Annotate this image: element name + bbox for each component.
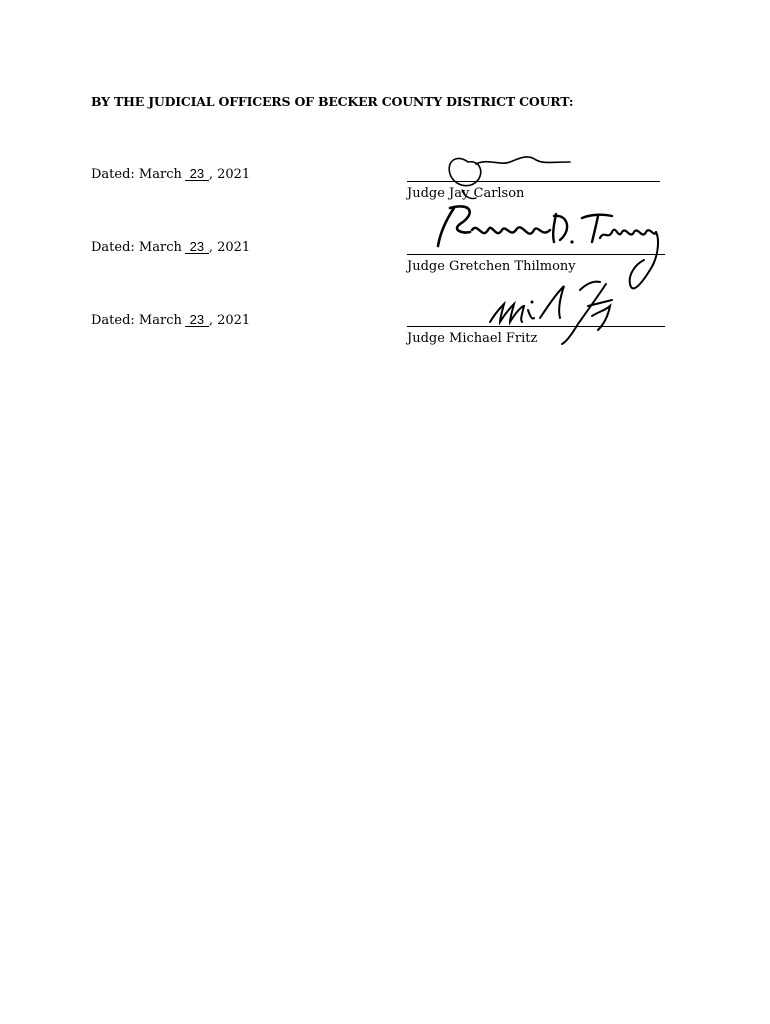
dated-line-3 bbox=[91, 313, 250, 328]
signature-line-1 bbox=[407, 181, 660, 182]
dated-day: 23 bbox=[185, 313, 209, 327]
judge-name-3: Judge Michael Fritz bbox=[407, 331, 538, 346]
dated-year: , 2021 bbox=[208, 167, 251, 182]
dated-label: Dated: March bbox=[91, 167, 182, 182]
signature-line-3 bbox=[407, 326, 665, 327]
dated-year: , 2021 bbox=[208, 240, 251, 255]
dated-day: 23 bbox=[185, 240, 209, 254]
dated-line-2 bbox=[91, 240, 250, 255]
judge-name-1: Judge Jay Carlson bbox=[407, 186, 525, 201]
dated-day: 23 bbox=[185, 167, 209, 181]
judge-name-2: Judge Gretchen Thilmony bbox=[407, 259, 576, 274]
dated-label: Dated: March bbox=[91, 240, 182, 255]
dated-year: , 2021 bbox=[208, 313, 251, 328]
signature-line-2 bbox=[407, 254, 665, 255]
page-heading: BY THE JUDICIAL OFFICERS OF BECKER COUNTY DISTRICT COURT: bbox=[91, 94, 574, 109]
dated-line-1 bbox=[91, 167, 250, 182]
dated-label: Dated: March bbox=[91, 313, 182, 328]
